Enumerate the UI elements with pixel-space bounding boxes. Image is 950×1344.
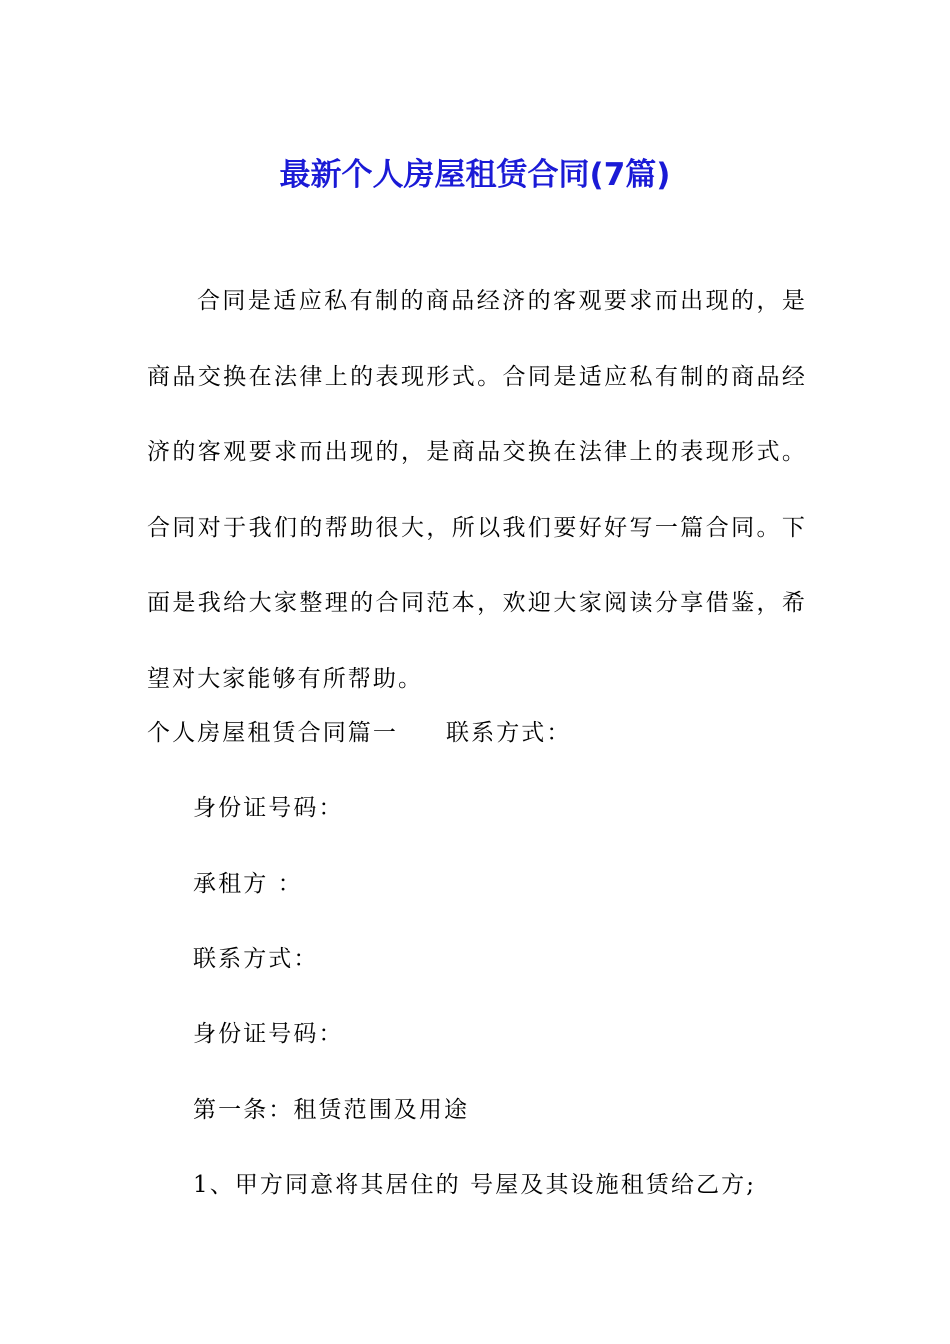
section-heading-contact-label: 联系方式： [446, 720, 572, 746]
article-1-item-1: 1、甲方同意将其居住的 号屋及其设施租赁给乙方; [193, 1172, 757, 1198]
section-heading-title: 个人房屋租赁合同篇一 [147, 720, 398, 746]
page-title: 最新个人房屋租赁合同(7篇) [279, 156, 671, 193]
lessee-field: 承租方 ： [193, 871, 303, 897]
section-heading [147, 713, 572, 753]
contact-field: 联系方式： [193, 946, 319, 972]
intro-paragraph: 合同是适应私有制的商品经济的客观要求而出现的，是商品交换在法律上的表现形式。合同是适应私有制的商品经济的客观要求而出现的，是商品交换在法律上的表现形式。合同对于我们的帮助很大，所以我们要好好写一篇合同。下面是我给大家整理的合同范本，欢迎大家阅读分享借鉴，希望对大家能够有所帮助。 [147, 288, 807, 692]
id-number-field-1: 身份证号码： [193, 795, 344, 821]
article-1-title: 第一条：租赁范围及用途 [193, 1097, 470, 1123]
id-number-field-2: 身份证号码： [193, 1021, 344, 1047]
